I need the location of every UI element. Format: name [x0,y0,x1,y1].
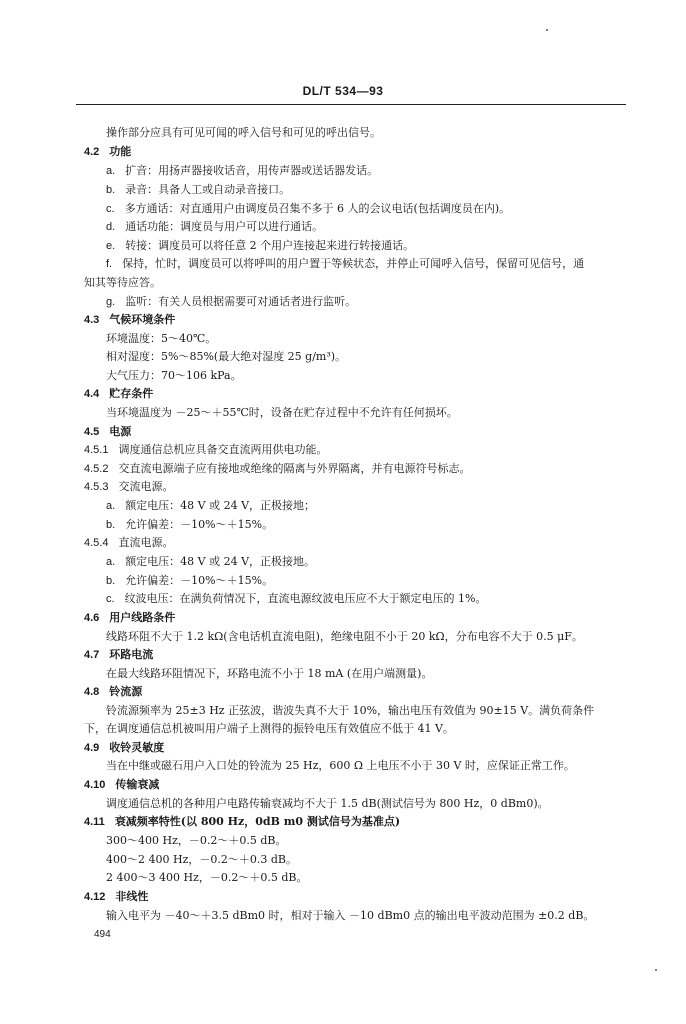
paragraph-number: 4.8 [84,686,100,698]
paragraph-text: 多方通话：对直通用户由调度员召集不多于 6 人的会议电话(包括调度员在内)。 [124,202,511,215]
text-paragraph [106,126,381,140]
paragraph-number: 4.11 [84,816,105,828]
numbered-paragraph [84,443,327,457]
scan-speck [546,29,548,31]
numbered-paragraph [84,648,153,662]
text-paragraph [106,759,575,773]
text-paragraph [106,406,458,420]
text-paragraph [106,871,307,885]
text-paragraph [106,909,594,923]
paragraph-number: a. [106,500,116,512]
paragraph-text: 通话功能：调度员与用户可以进行通话。 [125,220,324,233]
paragraph-text: 功能 [109,145,132,158]
text-paragraph [106,630,583,644]
paragraph-text: 衰减频率特性(以 800 Hz，0dB m0 测试信号为基准点) [114,815,401,828]
paragraph-number: 4.6 [84,612,100,624]
paragraph-number: 4.5 [84,426,100,438]
paragraph-number: b. [106,184,116,196]
paragraph-number: 4.5.2 [84,463,109,475]
paragraph-number: c. [106,593,115,605]
numbered-paragraph [106,555,315,569]
paragraph-text: 录音：具备人工或自动录音接口。 [125,183,291,196]
text-paragraph [106,704,594,718]
paragraph-text: 电源 [109,425,132,438]
paragraph-text: 交直流电源端子应有接地或绝缘的隔离与外界隔离，并有电源符号标志。 [118,462,471,475]
paragraph-text: 转接：调度员可以将任意 2 个用户连接起来进行转接通话。 [125,239,415,252]
paragraph-text: 知其等待应答。 [84,276,161,289]
numbered-paragraph [84,815,400,829]
header-rule [76,104,626,105]
numbered-paragraph [84,462,470,476]
paragraph-text: 直流电源。 [118,536,174,549]
page-number: 494 [94,929,111,940]
numbered-paragraph [84,778,159,792]
numbered-paragraph [84,685,142,699]
paragraph-text: 大气压力：70～106 kPa。 [106,369,242,382]
paragraph-text: 调度通信总机的各种用户电路传输衰减均不大于 1.5 dB(测试信号为 800 Hz，0 dBm0)。 [106,797,549,810]
paragraph-text: 允许偏差：－10%～＋15%。 [125,574,274,587]
paragraph-text: 贮存条件 [109,387,154,400]
paragraph-number: 4.5.4 [84,537,109,549]
numbered-paragraph [106,518,273,532]
numbered-paragraph [106,202,510,216]
paragraph-text: 额定电压：48 V 或 24 V，正极接地； [125,499,316,512]
paragraph-text: 线路环阻不大于 1.2 kΩ(含电话机直流电阻)，绝缘电阻不小于 20 kΩ，分布电容不大于 0.5 μF。 [106,630,583,643]
text-paragraph [106,369,242,383]
paragraph-text: 扩音：用扬声器接收话音，用传声器或送话器发话。 [125,164,379,177]
numbered-paragraph [84,741,164,755]
paragraph-text: 允许偏差：－10%～＋15%。 [125,518,274,531]
numbered-paragraph [84,890,148,904]
paragraph-number: 4.12 [84,891,106,903]
paragraph-text: 当在中继或磁石用户入口处的铃流为 25 Hz，600 Ω 上电压不小于 30 V 时，应保证正常工作。 [106,759,575,772]
text-paragraph [106,667,432,681]
paragraph-number: 4.9 [84,742,100,754]
numbered-paragraph [84,313,175,327]
paragraph-number: 4.7 [84,649,100,661]
numbered-paragraph [84,536,173,550]
text-paragraph [106,834,287,848]
numbered-paragraph [84,425,131,439]
paragraph-text: 输入电平为 －40～＋3.5 dBm0 时，相对于输入 －10 dBm0 点的输出电平波动范围为 ±0.2 dB。 [106,909,595,922]
paragraph-text: 交流电源。 [118,480,174,493]
paragraph-text: 操作部分应具有可见可闻的呼入信号和可见的呼出信号。 [106,126,381,139]
paragraph-text: 在最大线路环阻情况下，环路电流不小于 18 mA (在用户端测量)。 [106,667,433,680]
document-header-code: DL/T 534—93 [302,84,384,98]
paragraph-text: 传输衰减 [115,778,160,791]
paragraph-number: 4.2 [84,146,100,158]
paragraph-text: 环境温度：5～40℃。 [106,332,217,345]
numbered-paragraph [106,257,584,271]
numbered-paragraph [106,183,290,197]
paragraph-text: 2 400～3 400 Hz，－0.2～＋0.5 dB。 [106,871,308,884]
text-paragraph [84,276,161,290]
numbered-paragraph [106,164,378,178]
paragraph-text: 400～2 400 Hz，－0.2～＋0.3 dB。 [106,853,297,866]
numbered-paragraph [84,145,131,159]
paragraph-text: 非线性 [115,890,149,903]
paragraph-text: 调度通信总机应具备交直流两用供电功能。 [118,443,328,456]
paragraph-text: 保持，忙时，调度员可以将呼叫的用户置于等候状态，并停止可闻呼入信号，保留可见信号，通 [122,257,585,270]
paragraph-number: 4.3 [84,314,100,326]
text-paragraph [106,797,549,811]
paragraph-number: 4.5.3 [84,481,109,493]
paragraph-text: 监听：有关人员根据需要可对通话者进行监听。 [125,295,357,308]
numbered-paragraph [106,592,487,606]
paragraph-text: 当环境温度为 －25～＋55℃时，设备在贮存过程中不允许有任何损坏。 [106,406,458,419]
paragraph-number: b. [106,575,116,587]
paragraph-number: c. [106,203,115,215]
scan-speck [655,969,657,971]
paragraph-text: 收铃灵敏度 [109,741,165,754]
paragraph-number: g. [106,296,116,308]
numbered-paragraph [106,574,273,588]
paragraph-text: 额定电压：48 V 或 24 V，正极接地。 [125,555,316,568]
paragraph-text: 下，在调度通信总机被叫用户端子上测得的振铃电压有效值应不低于 41 V。 [84,722,454,735]
paragraph-number: b. [106,519,116,531]
paragraph-number: 4.5.1 [84,444,109,456]
paragraph-text: 纹波电压：在满负荷情况下，直流电源纹波电压应不大于额定电压的 1%。 [124,592,487,605]
numbered-paragraph [84,611,175,625]
numbered-paragraph [106,220,323,234]
text-paragraph [106,332,216,346]
paragraph-number: d. [106,221,116,233]
numbered-paragraph [106,499,315,513]
numbered-paragraph [84,387,153,401]
paragraph-number: f. [106,258,113,270]
paragraph-text: 用户线路条件 [109,611,176,624]
numbered-paragraph [106,239,414,253]
paragraph-number: 4.10 [84,779,106,791]
paragraph-number: 4.4 [84,388,100,400]
paragraph-number: a. [106,165,116,177]
paragraph-text: 铃流源 [109,685,143,698]
paragraph-number: e. [106,240,116,252]
paragraph-text: 300～400 Hz，－0.2～＋0.5 dB。 [106,834,287,847]
paragraph-number: a. [106,556,116,568]
text-paragraph [106,350,346,364]
text-paragraph [84,722,454,736]
numbered-paragraph [84,480,173,494]
numbered-paragraph [106,295,356,309]
paragraph-text: 环路电流 [109,648,154,661]
paragraph-text: 相对湿度：5%～85%(最大绝对湿度 25 g/m³)。 [106,350,347,363]
paragraph-text: 气候环境条件 [109,313,176,326]
text-paragraph [106,853,297,867]
paragraph-text: 铃流源频率为 25±3 Hz 正弦波，谐波失真不大于 10%，输出电压有效值为 90±15 V。满负荷条件 [106,704,595,717]
